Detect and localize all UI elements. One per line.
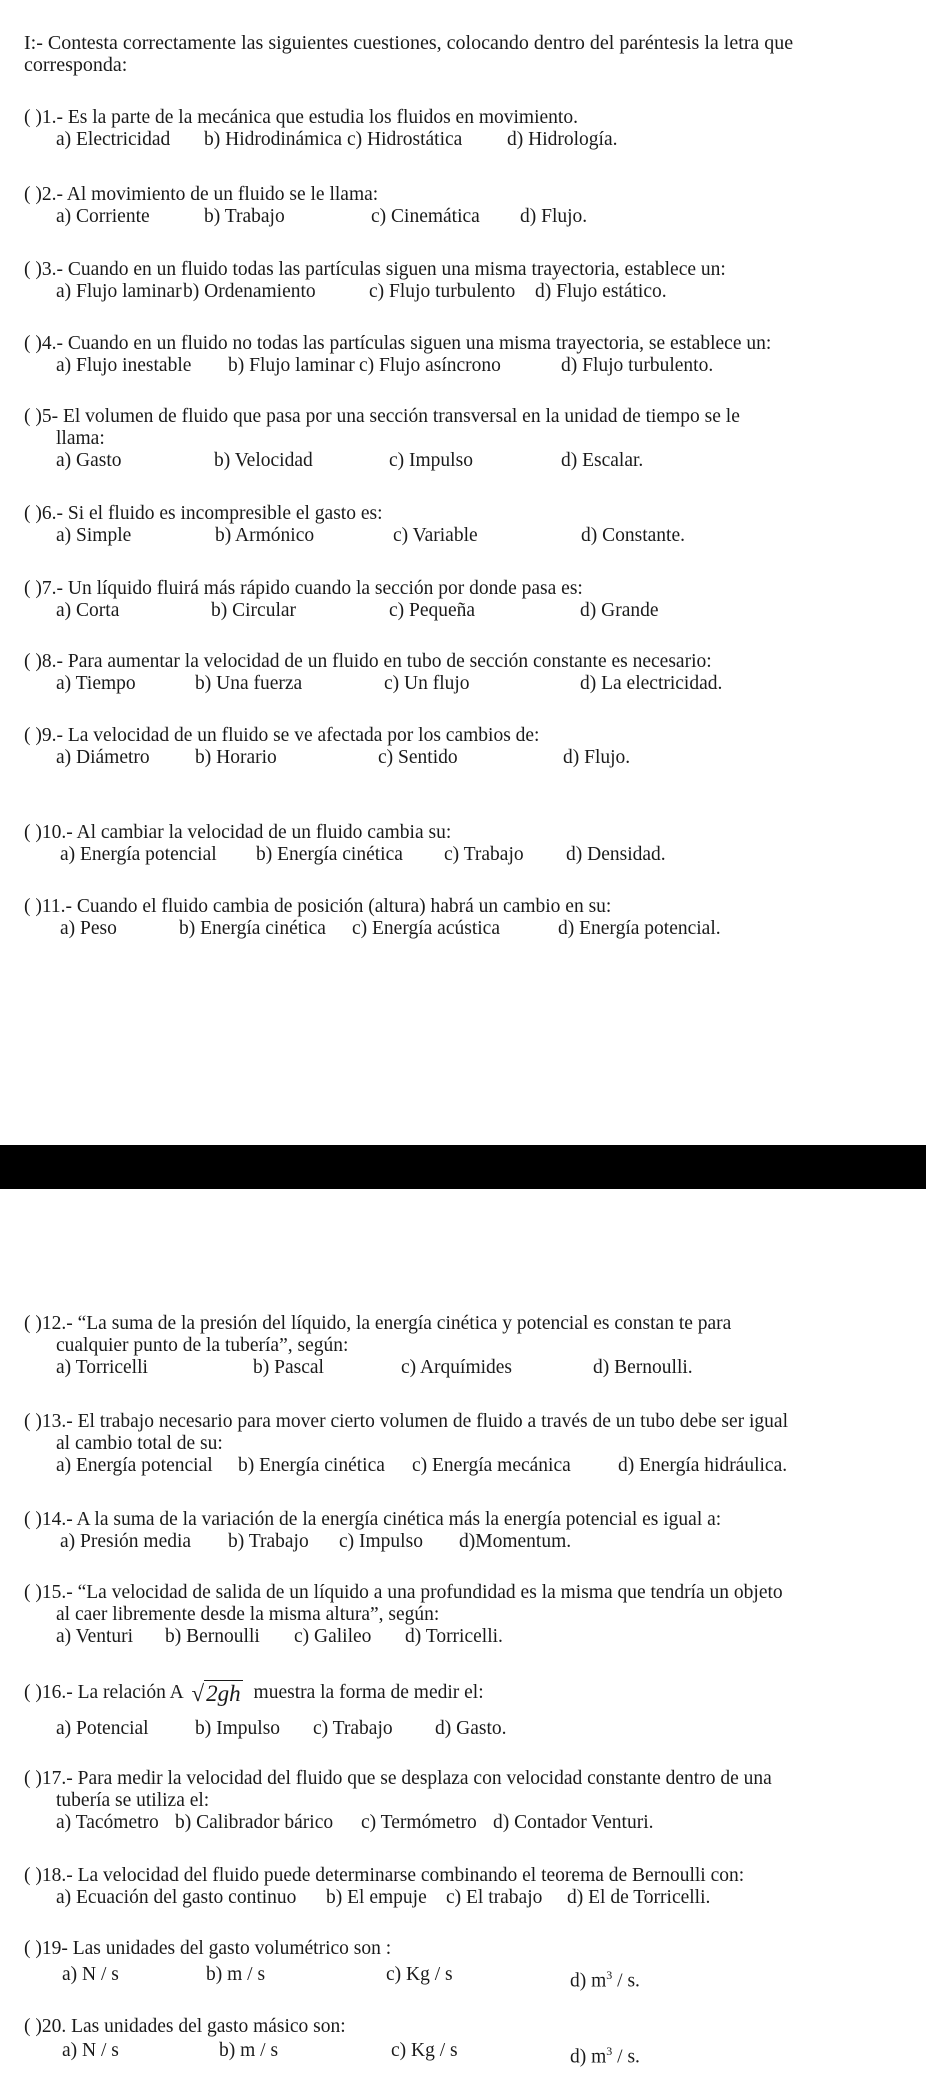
option-d: d) Grande — [580, 600, 659, 621]
option-b: b) Ordenamiento — [183, 281, 316, 302]
question-text: ( )19- Las unidades del gasto volumétrico son : — [24, 1938, 392, 1959]
question-text: ( )1.- Es la parte de la mecánica que estudia los fluidos en movimiento. — [24, 107, 578, 128]
question-text: ( )18.- La velocidad del fluido puede determinarse combinando el teorema de Bernoulli con: — [24, 1865, 745, 1886]
option-a: a) N / s — [62, 1964, 119, 1985]
option-d — [570, 2040, 640, 2069]
option-c: c) Trabajo — [313, 1718, 393, 1739]
option-a: a) Ecuación del gasto continuo — [56, 1887, 297, 1908]
question-14 — [24, 1509, 721, 1554]
question-text-cont: al cambio total de su: — [56, 1433, 223, 1454]
options-row — [56, 600, 659, 623]
option-a: a) Corta — [56, 600, 120, 621]
options-row — [56, 844, 666, 867]
option-d: d) Flujo. — [563, 747, 631, 768]
option-a: a) Potencial — [56, 1718, 149, 1739]
option-d: d) Escalar. — [561, 450, 644, 471]
question-text: ( )10.- Al cambiar la velocidad de un fluido cambia su: — [24, 822, 452, 843]
question-1 — [24, 107, 618, 152]
option-c: c) Kg / s — [391, 2040, 458, 2061]
option-b: b) Armónico — [215, 525, 315, 546]
question-text: ( )4.- Cuando en un fluido no todas las partículas siguen una misma trayectoria, se establece un: — [24, 333, 772, 354]
option-d-text: d) m — [570, 1970, 607, 1992]
option-a: a) Peso — [60, 918, 117, 939]
option-b: b) Una fuerza — [195, 673, 303, 694]
option-d: d) Energía potencial. — [558, 918, 721, 939]
options-row — [56, 1626, 783, 1649]
option-b: b) Energía cinética — [256, 844, 403, 865]
option-a: a) Torricelli — [56, 1357, 148, 1378]
instructions-line-1: I:- Contesta correctamente las siguientes cuestiones, colocando dentro del paréntesis la letra que — [24, 32, 794, 54]
question-text: ( )3.- Cuando en un fluido todas las partículas siguen una misma trayectoria, establece un: — [24, 259, 726, 280]
question-18 — [24, 1865, 744, 1910]
option-b: b) Circular — [211, 600, 297, 621]
question-text-cont: tubería se utiliza el: — [56, 1790, 210, 1811]
option-a: a) Tiempo — [56, 673, 136, 694]
sqrt-formula: √2gh — [191, 1681, 241, 1706]
option-b: b) Calibrador bárico — [175, 1812, 334, 1833]
options-row — [56, 1718, 507, 1741]
options-row — [56, 206, 588, 229]
option-c: c) Variable — [393, 525, 478, 546]
question-20 — [24, 2016, 640, 2068]
question-text: ( )14.- A la suma de la variación de la energía cinética más la energía potencial es igual a: — [24, 1509, 722, 1530]
option-d-tail: / s. — [612, 2046, 640, 2068]
option-b: b) Impulso — [195, 1718, 281, 1739]
option-a: a) Energía potencial — [60, 844, 217, 865]
option-c: c) Galileo — [294, 1626, 372, 1647]
question-text: ( )15.- “La velocidad de salida de un líquido a una profundidad es la misma que tendría un objeto — [24, 1582, 783, 1603]
options-row — [56, 1531, 721, 1554]
option-c: c) Energía mecánica — [412, 1455, 571, 1476]
question-11 — [24, 896, 721, 941]
option-c: c) Sentido — [378, 747, 458, 768]
question-text: ( )5- El volumen de fluido que pasa por una sección transversal en la unidad de tiempo se le — [24, 406, 740, 427]
option-a: a) Energía potencial — [56, 1455, 213, 1476]
option-c: c) Flujo turbulento — [369, 281, 516, 302]
option-b: b) Velocidad — [214, 450, 313, 471]
option-d-exponent: 3 — [606, 1968, 613, 1982]
option-c: c) El trabajo — [446, 1887, 543, 1908]
question-17 — [24, 1768, 772, 1835]
sqrt-radicand: 2gh — [206, 1681, 241, 1706]
options-row — [56, 1887, 744, 1910]
question-10 — [24, 822, 666, 867]
options-row — [56, 1455, 788, 1478]
instructions-line-2: corresponda: — [24, 54, 128, 76]
question-text — [24, 1682, 484, 1704]
option-c: c) Cinemática — [371, 206, 480, 227]
option-c: c) Kg / s — [386, 1964, 453, 1985]
question-text: ( )13.- El trabajo necesario para mover cierto volumen de fluido a través de un tubo debe ser igual — [24, 1411, 789, 1432]
option-b: b) Horario — [195, 747, 277, 768]
option-b: b) El empuje — [326, 1887, 427, 1908]
option-c: c) Hidrostática — [347, 129, 463, 150]
option-d — [570, 1964, 640, 1993]
option-d: d) Torricelli. — [405, 1626, 503, 1647]
option-d-tail: / s. — [612, 1970, 640, 1992]
option-d: d) Constante. — [581, 525, 685, 546]
question-text-end: muestra la forma de medir el: — [253, 1682, 484, 1703]
option-a: a) Tacómetro — [56, 1812, 159, 1833]
option-c: c) Arquímides — [401, 1357, 513, 1378]
question-text-cont: al caer libremente desde la misma altura”, según: — [56, 1604, 440, 1625]
option-d-text: d) m — [570, 2046, 607, 2068]
question-text: ( )6.- Si el fluido es incompresible el gasto es: — [24, 503, 383, 524]
option-d: d) Gasto. — [435, 1718, 507, 1739]
option-c: c) Pequeña — [389, 600, 476, 621]
options-row — [56, 2040, 640, 2068]
option-d: d) Flujo turbulento. — [561, 355, 714, 376]
option-a: a) Simple — [56, 525, 132, 546]
option-d: d) La electricidad. — [580, 673, 723, 694]
question-3 — [24, 259, 726, 304]
options-row — [56, 281, 726, 304]
question-text: ( )12.- “La suma de la presión del líquido, la energía cinética y potencial es constan te para — [24, 1313, 732, 1334]
question-text: ( )11.- Cuando el fluido cambia de posición (altura) habrá un cambio en su: — [24, 896, 612, 917]
question-8 — [24, 651, 723, 696]
options-row — [56, 747, 631, 770]
option-b: b) Flujo laminar — [228, 355, 355, 376]
question-5 — [24, 406, 740, 473]
option-b: b) m / s — [219, 2040, 279, 2061]
question-16 — [24, 1681, 507, 1741]
options-row — [56, 355, 771, 378]
option-a: a) N / s — [62, 2040, 119, 2061]
option-c: c) Termómetro — [361, 1812, 477, 1833]
question-text: ( )2.- Al movimiento de un fluido se le llama: — [24, 184, 379, 205]
option-d: d) Densidad. — [566, 844, 666, 865]
option-c: c) Energía acústica — [352, 918, 500, 939]
option-c: c) Un flujo — [384, 673, 470, 694]
question-text-cont: cualquier punto de la tubería”, según: — [56, 1335, 349, 1356]
question-text: ( )20. Las unidades del gasto másico son: — [24, 2016, 346, 2037]
question-15 — [24, 1582, 783, 1649]
option-a: a) Venturi — [56, 1626, 134, 1647]
option-a: a) Gasto — [56, 450, 122, 471]
question-text: ( )17.- Para medir la velocidad del fluido que se desplaza con velocidad constante dentro de una — [24, 1768, 772, 1789]
option-c: c) Impulso — [389, 450, 473, 471]
instructions — [24, 32, 904, 76]
option-d: d) Hidrología. — [507, 129, 618, 150]
question-12 — [24, 1313, 731, 1380]
option-b: b) m / s — [206, 1964, 266, 1985]
option-a: a) Corriente — [56, 206, 150, 227]
question-6 — [24, 503, 685, 548]
question-4 — [24, 333, 771, 378]
option-d: d)Momentum. — [459, 1531, 572, 1552]
black-band — [0, 1145, 926, 1189]
option-b: b) Energía cinética — [238, 1455, 385, 1476]
option-c: c) Impulso — [339, 1531, 423, 1552]
option-a: a) Presión media — [60, 1531, 192, 1552]
question-text-cont: llama: — [56, 428, 105, 449]
option-a: a) Electricidad — [56, 129, 171, 150]
options-row — [56, 1812, 772, 1835]
option-b: b) Hidrodinámica — [204, 129, 343, 150]
question-2 — [24, 184, 588, 229]
options-row — [56, 1964, 640, 1992]
option-a: a) Diámetro — [56, 747, 150, 768]
question-text-start: ( )16.- La relación A — [24, 1682, 183, 1703]
question-19 — [24, 1938, 640, 1992]
option-d: d) El de Torricelli. — [567, 1887, 711, 1908]
option-d: d) Flujo estático. — [535, 281, 667, 302]
option-a: a) Flujo laminar — [56, 281, 182, 302]
option-c: c) Trabajo — [444, 844, 524, 865]
option-d: d) Contador Venturi. — [493, 1812, 654, 1833]
option-b: b) Bernoulli — [165, 1626, 260, 1647]
options-row — [56, 129, 618, 152]
option-d: d) Flujo. — [520, 206, 588, 227]
question-text: ( )8.- Para aumentar la velocidad de un fluido en tubo de sección constante es necesario: — [24, 651, 712, 672]
option-c: c) Flujo asíncrono — [359, 355, 501, 376]
option-b: b) Energía cinética — [179, 918, 326, 939]
question-text: ( )7.- Un líquido fluirá más rápido cuando la sección por donde pasa es: — [24, 578, 583, 599]
option-d: d) Energía hidráulica. — [618, 1455, 788, 1476]
option-b: b) Pascal — [253, 1357, 324, 1378]
option-d: d) Bernoulli. — [593, 1357, 693, 1378]
option-b: b) Trabajo — [204, 206, 285, 227]
option-a: a) Flujo inestable — [56, 355, 192, 376]
option-d-exponent: 3 — [606, 2044, 613, 2058]
options-row — [56, 525, 685, 548]
options-row — [56, 1357, 731, 1380]
question-text: ( )9.- La velocidad de un fluido se ve afectada por los cambios de: — [24, 725, 540, 746]
question-7 — [24, 578, 659, 623]
question-9 — [24, 725, 631, 770]
options-row — [56, 673, 723, 696]
options-row — [56, 918, 721, 941]
question-13 — [24, 1411, 788, 1478]
option-b: b) Trabajo — [228, 1531, 309, 1552]
options-row — [56, 450, 740, 473]
